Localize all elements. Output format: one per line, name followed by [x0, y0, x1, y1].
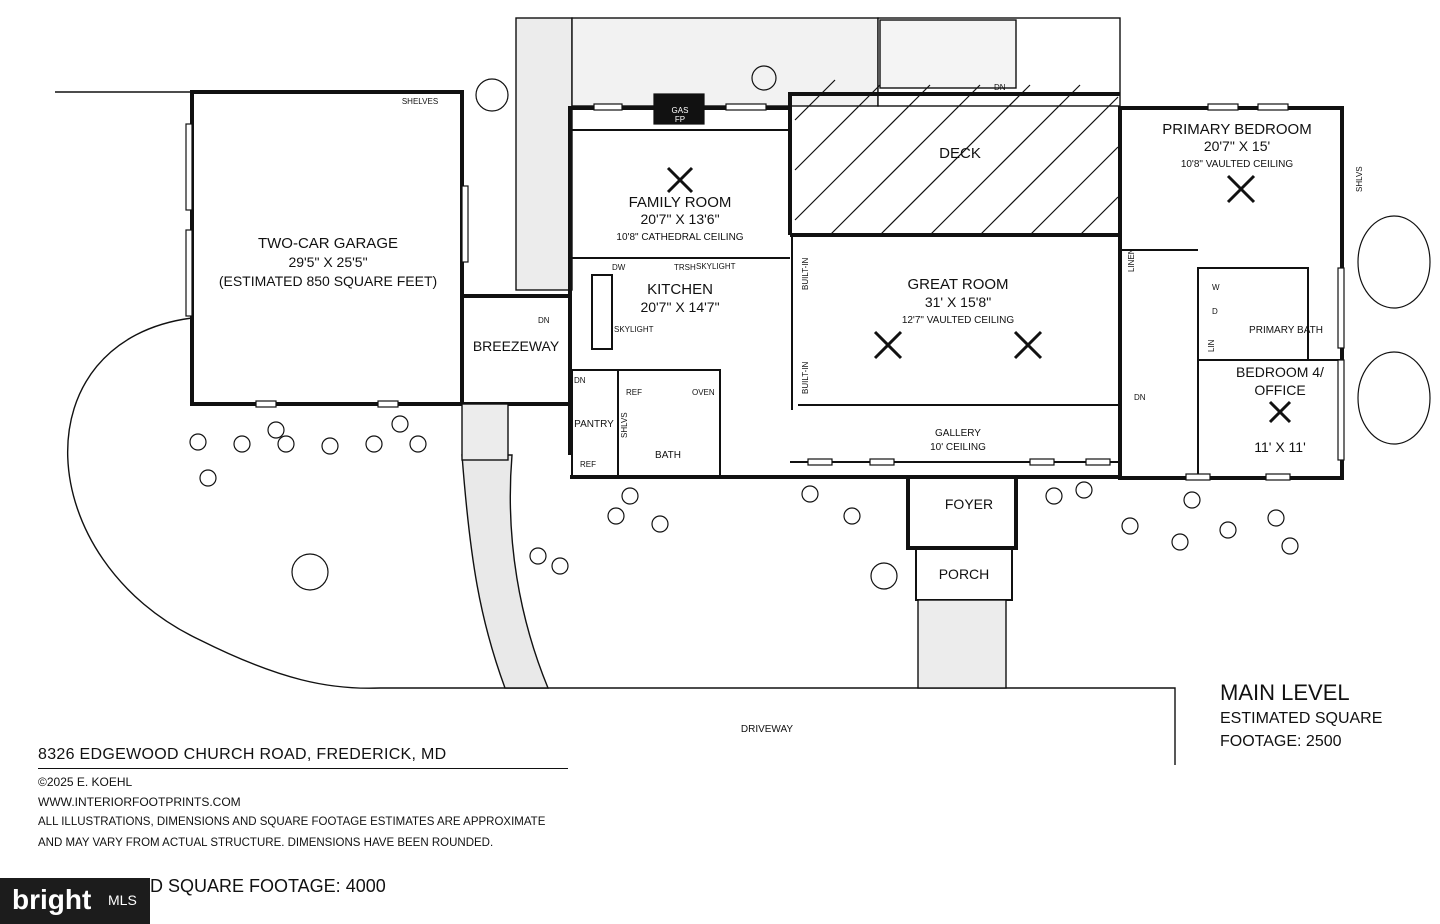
garage-label: TWO-CAR GARAGE	[257, 235, 399, 252]
garage-note: (ESTIMATED 850 SQUARE FEET)	[218, 273, 438, 289]
bright-mls-logo	[0, 878, 150, 924]
property-address: 8326 EDGEWOOD CHURCH ROAD, FREDERICK, MD	[38, 746, 447, 763]
brand-logo-text: bright	[12, 884, 92, 915]
garage-dims: 29'5" X 25'5"	[288, 254, 368, 270]
family-room-ceiling: 10'8" CATHEDRAL CEILING	[616, 232, 744, 243]
great-room-label: GREAT ROOM	[907, 276, 1009, 293]
shelves-label: SHELVES	[401, 97, 439, 106]
porch-walkway	[918, 600, 1006, 688]
ceiling-fan-icon	[1015, 332, 1041, 358]
deck-label: DECK	[939, 145, 981, 162]
skylight-label-2: SKYLIGHT	[614, 325, 654, 334]
primary-bedroom-ceiling: 10'8" VAULTED CEILING	[1180, 159, 1294, 170]
ceiling-fan-icon	[1228, 176, 1254, 202]
ceiling-fan-icon	[668, 168, 692, 192]
shlvs-label: SHLVS	[1355, 166, 1364, 192]
washer-label: W	[1212, 283, 1220, 292]
family-room-dims: 20'7" X 13'6"	[640, 211, 720, 227]
kitchen-family-walls	[570, 94, 1120, 455]
total-square-footage: D SQUARE FOOTAGE: 4000	[150, 876, 386, 896]
gallery-ceiling: 10' CEILING	[930, 442, 986, 453]
lin-label: LIN	[1207, 339, 1216, 352]
oven-label: OVEN	[692, 388, 715, 397]
driveway-label: DRIVEWAY	[740, 724, 794, 735]
driveway-edge	[68, 318, 1175, 765]
website: WWW.INTERIORFOOTPRINTS.COM	[38, 795, 241, 809]
bath-label: BATH	[655, 450, 681, 461]
pantry-shlvs: SHLVS	[620, 412, 629, 438]
level-subtitle-1: ESTIMATED SQUARE	[1220, 710, 1383, 727]
level-subtitle-2: FOOTAGE: 2500	[1220, 733, 1342, 750]
great-room-ceiling: 12'7" VAULTED CEILING	[901, 315, 1015, 326]
primary-bedroom-label: PRIMARY BEDROOM	[1162, 121, 1312, 138]
ceiling-fan-icon	[875, 332, 901, 358]
foyer-label: FOYER	[944, 496, 994, 512]
porch-label: PORCH	[938, 566, 990, 582]
dn-label-2: DN	[574, 376, 586, 385]
primary-bath-label: PRIMARY BATH	[1249, 325, 1323, 336]
ceiling-fan-icon	[1270, 402, 1290, 422]
great-room-dims: 31' X 15'8"	[924, 294, 992, 310]
address-rule	[38, 768, 568, 769]
ref-label-2: REF	[580, 460, 596, 469]
walkway-path	[462, 455, 548, 688]
breezeway-label: BREEZEWAY	[472, 338, 560, 354]
bedroom4-label: BEDROOM 4/	[1236, 364, 1324, 380]
pantry-label: PANTRY	[574, 419, 614, 430]
disclaimer-line-1: ALL ILLUSTRATIONS, DIMENSIONS AND SQUARE FOOTAGE ESTIMATES ARE APPROXIMATE	[38, 816, 546, 828]
builtin-label-2: BUILT-IN	[801, 361, 810, 394]
fireplace-label: GAS	[671, 106, 689, 115]
ref-label: REF	[626, 388, 642, 397]
gallery-label: GALLERY	[935, 428, 981, 439]
kitchen-label: KITCHEN	[647, 281, 713, 298]
primary-bedroom-dims: 20'7" X 15'	[1203, 138, 1271, 154]
dw-label: DW	[612, 263, 626, 272]
level-title: MAIN LEVEL	[1220, 680, 1350, 705]
disclaimer-line-2: AND MAY VARY FROM ACTUAL STRUCTURE. DIMENSIONS HAVE BEEN ROUNDED.	[38, 837, 494, 849]
bedroom4-label-2: OFFICE	[1254, 382, 1306, 398]
trsh-label: TRSH	[674, 263, 696, 272]
dn-label: DN	[538, 316, 550, 325]
kitchen-dims: 20'7" X 14'7"	[640, 299, 720, 315]
patio-steps	[516, 18, 572, 290]
foyer-walls	[908, 477, 1016, 548]
fireplace-sub: FP	[674, 115, 686, 124]
copyright: ©2025 E. KOEHL	[38, 775, 133, 789]
family-room-label: FAMILY ROOM	[628, 194, 732, 211]
dn-label-4: DN	[1134, 393, 1146, 402]
dn-label-3: DN	[994, 83, 1006, 92]
skylight-label: SKYLIGHT	[696, 262, 736, 271]
linen-label: LINEN	[1127, 248, 1136, 272]
dryer-label: D	[1212, 307, 1218, 316]
brand-logo-suffix: MLS	[108, 892, 137, 908]
bedroom4-dims: 11' X 11'	[1254, 439, 1306, 455]
builtin-label: BUILT-IN	[801, 257, 810, 290]
